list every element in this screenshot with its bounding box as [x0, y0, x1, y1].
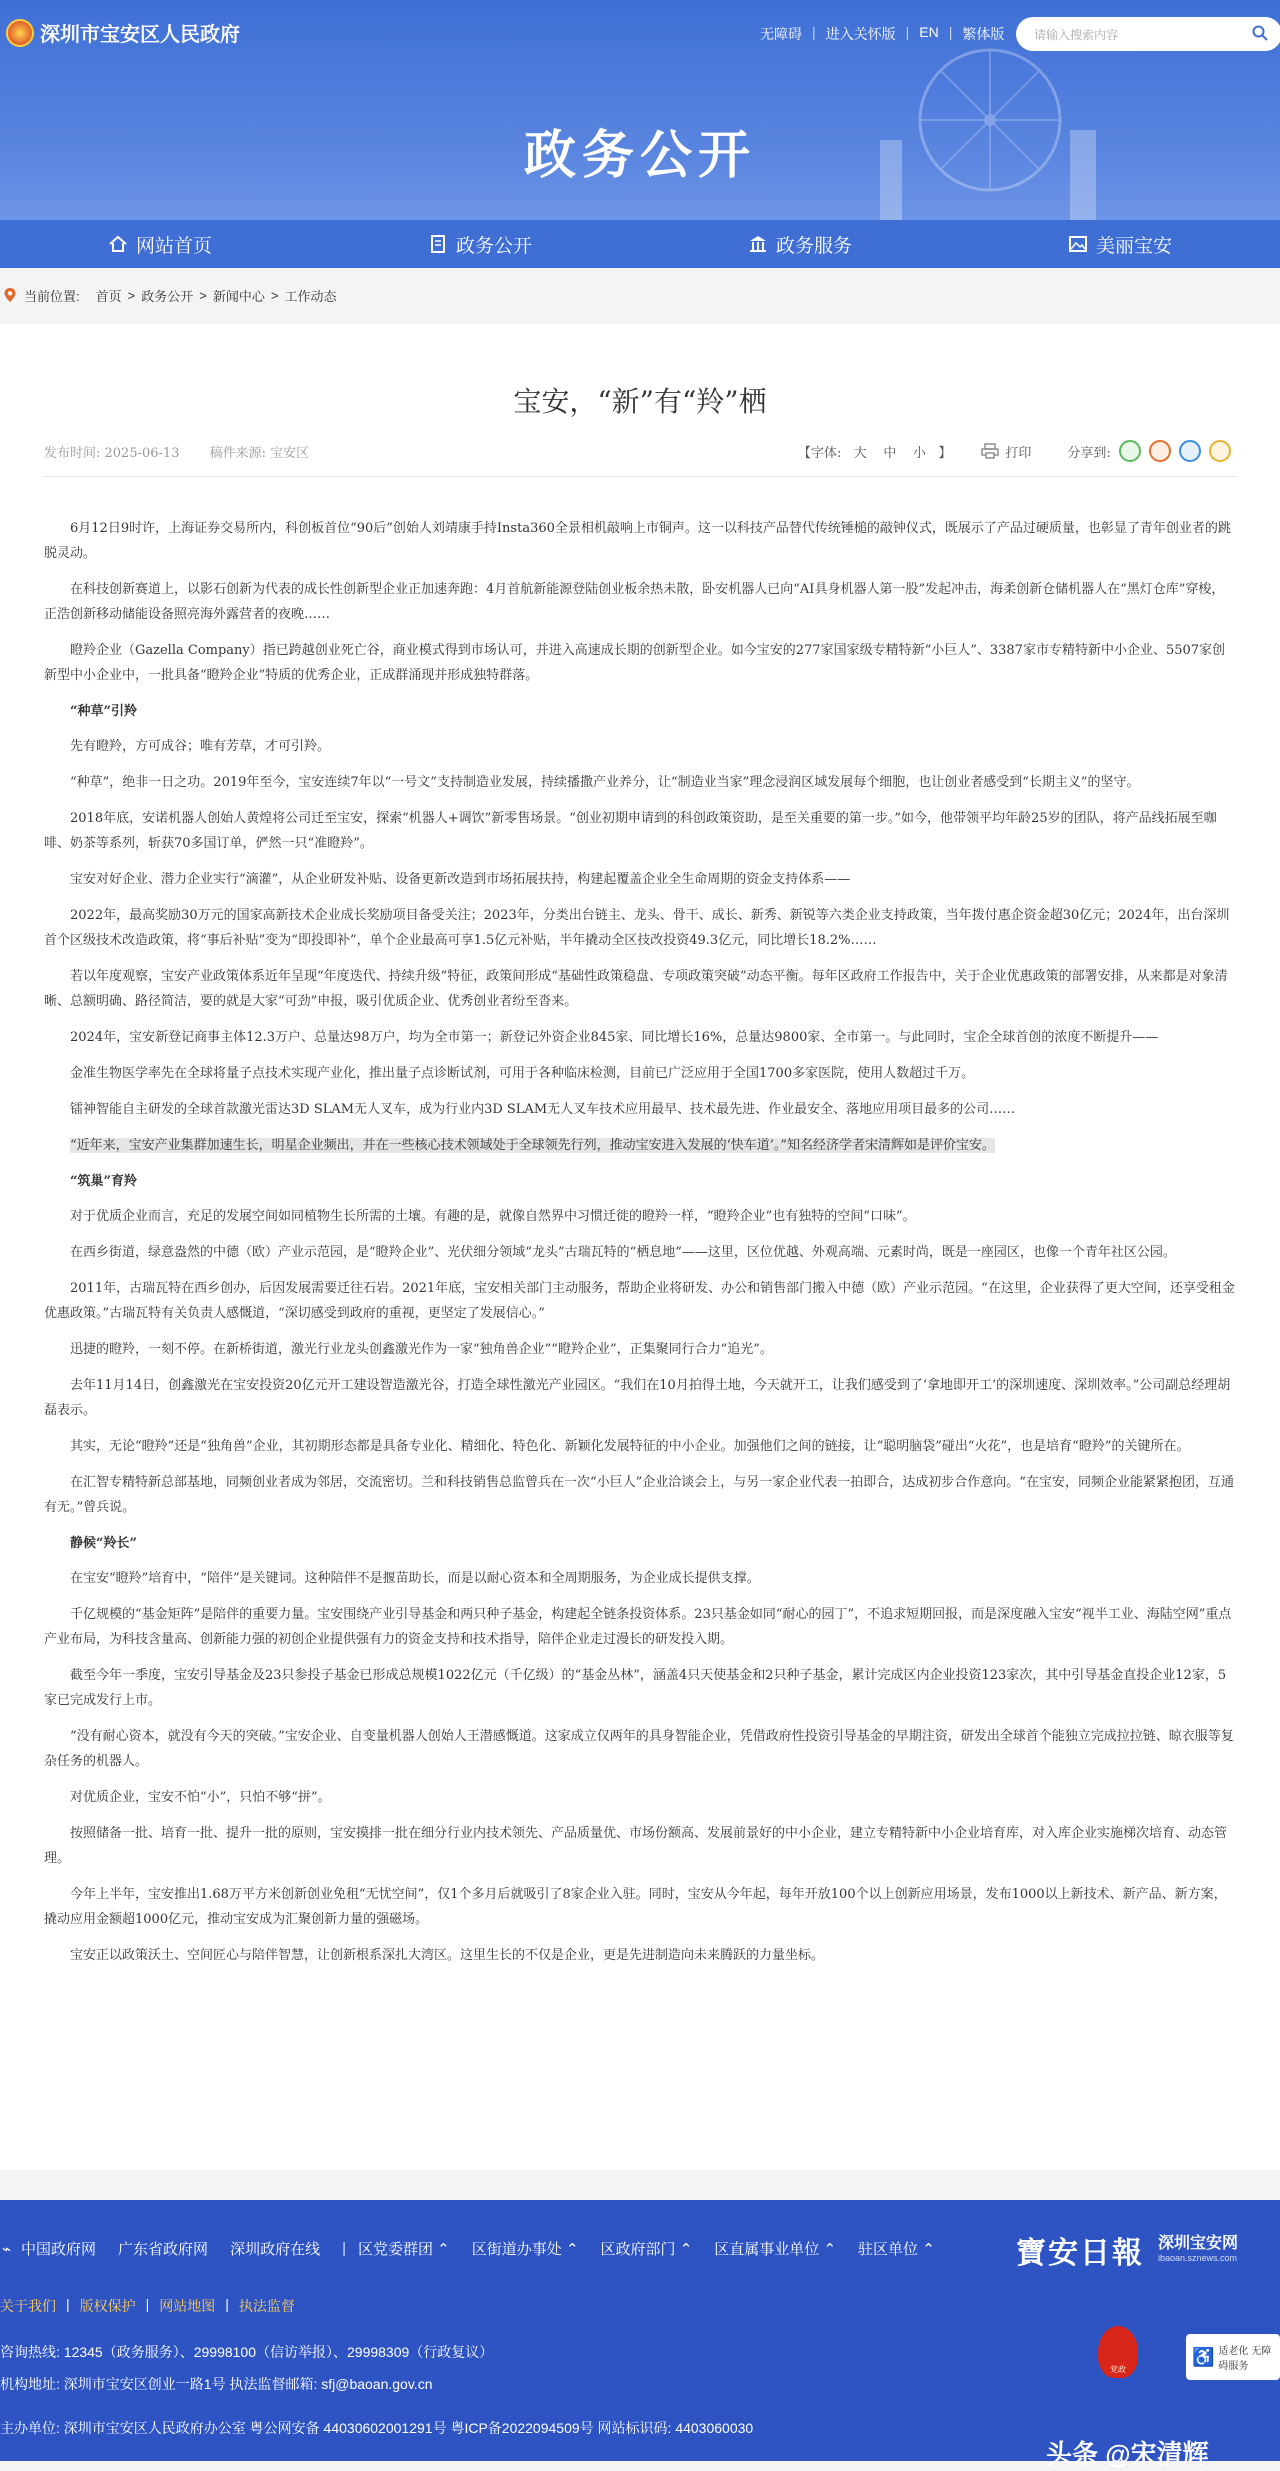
badge-label: 党政	[1110, 2365, 1126, 2374]
nav-label: 政务服务	[775, 235, 852, 257]
paragraph-text: 2011年，古瑞瓦特在西乡创办，后因发展需要迁往石岩。2021年底，宝安相关部门主动服务，帮助企业将研发、办公和销售部门搬入中德（欧）产业示范园。“在这里，企业获得了更大空间，还享受租金优惠政策。”古瑞瓦特有关负责人感慨道，“深切感受到政府的重视，更坚定了发展信心。”	[44, 1281, 1235, 1321]
highlighted-paragraph	[44, 1133, 1236, 1158]
breadcrumb-gov-affairs[interactable]: 政务公开	[141, 288, 194, 304]
paragraph-text: 宝安对好企业、潜力企业实行“滴灌”，从企业研发补贴、设备更新改造到市场拓展扶持，构建起覆盖企业全生命周期的资金支持体系——	[70, 872, 851, 887]
print-button[interactable]	[981, 442, 1031, 461]
separator: |	[905, 24, 910, 40]
article-paragraph	[44, 1943, 1236, 1968]
weibo-share-icon[interactable]	[1149, 440, 1171, 462]
paragraph-text: 截至今年一季度，宝安引导基金及23只参投子基金已形成总规模1022亿元（千亿级）的“基金丛林”，涵盖4只天使基金和2只种子基金，累计完成区内企业投资123家次，其中引导基金直投企业12家，5家已完成发行上市。	[44, 1668, 1227, 1708]
host-info: 主办单位: 深圳市宝安区人民政府办公室 粤公网安备 44030602001291号 粤ICP备2022094509号 网站标识码: 4403060030	[0, 2420, 754, 2436]
paragraph-text: 去年11月14日，创鑫激光在宝安投资20亿元开工建设智造激光谷，打造全球性激光产业园区。“我们在10月拍得土地，今天就开工，让我们感受到了‘拿地即开工’的深圳速度、深圳效率。”公司副总经理胡磊表示。	[44, 1378, 1231, 1418]
article-paragraph	[44, 1882, 1236, 1932]
article-paragraph	[44, 734, 1236, 759]
nav-label: 美丽宝安	[1095, 235, 1172, 257]
section-heading	[44, 1169, 1236, 1194]
article-paragraph	[44, 1821, 1236, 1871]
footer-link[interactable]: 深圳政府在线	[230, 2241, 321, 2258]
footer-dropdown[interactable]	[714, 2238, 836, 2259]
article-paragraph	[44, 577, 1236, 627]
separator: |	[145, 2296, 150, 2312]
sitemap-link[interactable]: 网站地图	[159, 2298, 216, 2314]
nav-item-home[interactable]	[0, 220, 320, 268]
font-size-small[interactable]: 小	[912, 445, 926, 461]
care-version-link[interactable]: 进入关怀版	[825, 26, 896, 42]
dropdown-label: 驻区单位	[858, 2241, 919, 2258]
printer-icon	[981, 443, 999, 459]
paragraph-text: 瞪羚企业（Gazella Company）指已跨越创业死亡谷，商业模式得到市场认可，并进入高速成长期的创新型企业。如今宝安的277家国家级专精特新“小巨人”、3387家市专精特新中小企业、5507家创新型中小企业中，一批具备“瞪羚企业”特质的优秀企业，正成群涌现并形成独特群落。	[44, 643, 1226, 683]
english-link[interactable]: EN	[919, 24, 939, 40]
chevron-up-icon: ⌃	[565, 2241, 579, 2258]
nav-label: 政务公开	[455, 235, 532, 257]
chevron-up-icon: ⌃	[823, 2241, 837, 2258]
font-size-medium[interactable]: 中	[883, 445, 897, 461]
wheelchair-icon: ♿	[1192, 2346, 1215, 2367]
brand-domain: ibaoan.sznews.com	[1158, 2253, 1238, 2263]
paragraph-text: 2024年，宝安新登记商事主体12.3万户、总量达98万户，均为全市第一；新登记外资企业845家、同比增长16%，总量达9800家、全市第一。与此同时，宝企全球首创的浓度不断提升——	[70, 1030, 1159, 1045]
paragraph-text: 其实，无论“瞪羚”还是“独角兽”企业，其初期形态都是具备专业化、精细化、特色化、新颖化发展特征的中小企业。加强他们之间的链接，让“聪明脑袋”碰出“火花”，也是培育“瞪羚”的关键所在。	[70, 1439, 1190, 1454]
section-heading	[44, 1531, 1236, 1556]
breadcrumb-separator: >	[270, 287, 279, 303]
accessibility-service-button[interactable]	[1186, 2334, 1280, 2380]
paragraph-text: 6月12日9时许，上海证券交易所内，科创板首位“90后”创始人刘靖康手持Insta360全景相机敲响上市铜声。这一以科技产品替代传统锤槌的敲钟仪式，既展示了产品过硬质量，也彰显了青年创业者的跳脱灵动。	[44, 521, 1231, 561]
breadcrumb	[0, 280, 336, 310]
share-bar	[1067, 440, 1230, 462]
footer-links	[0, 2238, 957, 2259]
article-meta	[44, 442, 335, 461]
paragraph-text: “筑巢”育羚	[70, 1174, 137, 1189]
paragraph-text: 迅捷的瞪羚，一刻不停。在新桥街道，激光行业龙头创鑫激光作为一家“独角兽企业”“瞪羚企业”，正集聚同行合力“追光”。	[70, 1342, 773, 1357]
footer-nav	[0, 2296, 295, 2316]
publish-time: 发布时间: 2025-06-13	[44, 446, 180, 461]
qzone-share-icon[interactable]	[1209, 440, 1231, 462]
search-icon[interactable]	[1252, 25, 1268, 41]
separator: |	[225, 2296, 229, 2312]
chevron-up-icon: ⌃	[922, 2241, 935, 2258]
paragraph-text: 对于优质企业而言，充足的发展空间如同植物生长所需的土壤。有趣的是，就像自然界中习惯迁徙的瞪羚一样，“瞪羚企业”也有独特的空间“口味”。	[70, 1209, 916, 1224]
baoan-daily-logo[interactable]: 寶安日報	[1016, 2236, 1144, 2271]
paragraph-text: 2022年，最高奖励30万元的国家高新技术企业成长奖励项目备受关注；2023年，分类出台链主、龙头、骨干、成长、新秀、新锐等六类企业支持政策，当年拨付惠企资金超30亿元；2024年，出台深圳首个区级技术改造政策，将“事后补贴”变为“即投即补”，单个企业最高可享1.5亿元补贴，半年撬动全区技改投资49.3亿元，同比增长18.2%……	[44, 908, 1230, 948]
paragraph-text: 在西乡街道，绿意盎然的中德（欧）产业示范园，是“瞪羚企业”、光伏细分领域“龙头”古瑞瓦特的“栖息地”——这里，区位优越、外观高端、元素时尚，既是一座园区，也像一个青年社区公园。	[70, 1245, 1176, 1260]
image-icon	[1068, 234, 1088, 254]
paragraph-text: 镭神智能自主研发的全球首款激光雷达3D SLAM无人叉车，成为行业内3D SLAM无人叉车技术应用最早、技术最先进、作业最安全、落地应用项目最多的公司……	[70, 1102, 1016, 1117]
article-paragraph	[44, 1025, 1236, 1050]
footer-dropdown[interactable]	[601, 2238, 693, 2259]
font-size-control	[798, 442, 951, 461]
font-size-large[interactable]: 大	[853, 445, 867, 461]
footer-link[interactable]: 中国政府网	[21, 2241, 97, 2258]
law-supervision-link[interactable]: 执法监督	[238, 2298, 295, 2314]
building-icon	[748, 234, 768, 254]
accessibility-label: 适老化 无障碍服务	[1218, 2346, 1272, 2372]
article-paragraph	[44, 1204, 1236, 1229]
article-paragraph	[44, 1785, 1236, 1810]
dropdown-label: 区街道办事处	[471, 2241, 562, 2258]
article-card	[0, 324, 1280, 2170]
article-paragraph	[44, 964, 1236, 1014]
paragraph-text: 若以年度观察，宝安产业政策体系近年呈现“年度迭代、持续升级”特征，政策间形成“基础性政策稳盘、专项政策突破”动态平衡。每年区政府工作报告中，关于企业优惠政策的部署安排，从来都是对象清晰、总额明确、路径简洁，要的就是大家“可劲”申报，吸引优质企业、优秀创业者纷至沓来。	[44, 969, 1228, 1009]
article-paragraph	[44, 1470, 1236, 1520]
paragraph-text: 按照储备一批、培育一批、提升一批的原则，宝安摸排一批在细分行业内技术领先、产品质量优、市场份额高、发展前景好的中小企业，建立专精特新中小企业培育库，对入库企业实施梯次培育、动态管理。	[44, 1826, 1228, 1866]
print-label: 打印	[1005, 445, 1032, 461]
breadcrumb-work-news[interactable]: 工作动态	[284, 288, 337, 304]
dropdown-label: 区政府部门	[600, 2241, 676, 2258]
article-paragraph	[44, 867, 1236, 892]
font-size-label: 【字体:	[798, 445, 842, 461]
toutiao-watermark: 头条 @宋清辉	[1046, 2439, 1209, 2469]
about-link[interactable]: 关于我们	[0, 2298, 56, 2314]
paragraph-text: 在汇智专精特新总部基地，同频创业者成为邻居，交流密切。兰和科技销售总监曾兵在一次“小巨人”企业洽谈会上，与另一家企业代表一拍即合，达成初步合作意向。“在宝安，同频企业能紧紧抱团，互通有无。”曾兵说。	[44, 1475, 1234, 1515]
article-paragraph	[44, 770, 1236, 795]
paragraph-text: 在科技创新赛道上，以影石创新为代表的成长性创新型企业正加速奔跑：4月首航新能源登陆创业板余热未散，卧安机器人已向“AI具身机器人第一股”发起冲击，海柔创新仓储机器人在“黑灯仓库”穿梭，正浩创新移动储能设备照亮海外露营者的夜晚……	[44, 582, 1225, 622]
site-name: 深圳市宝安区人民政府	[40, 24, 240, 46]
main-nav	[0, 220, 1280, 268]
brand-name: 深圳宝安网	[1158, 2235, 1239, 2252]
breadcrumb-separator: >	[127, 287, 136, 303]
article-divider	[44, 476, 1236, 477]
footer-dropdown[interactable]	[472, 2238, 579, 2259]
article-paragraph	[44, 1061, 1236, 1086]
font-size-close: 】	[938, 445, 952, 461]
footer-dropdown[interactable]	[358, 2238, 450, 2259]
chevron-up-icon: ⌃	[679, 2241, 693, 2258]
separator: |	[342, 2240, 346, 2257]
article-paragraph	[44, 1434, 1236, 1459]
article-paragraph	[44, 1602, 1236, 1652]
paragraph-text: 在宝安“瞪羚”培育中，“陪伴”是关键词。这种陪伴不是揠苗助长，而是以耐心资本和全周期服务，为企业成长提供支撑。	[70, 1571, 760, 1586]
address-info: 机构地址: 深圳市宝安区创业一路1号 执法监督邮箱: sfj@baoan.gov.cn	[0, 2376, 433, 2392]
chevron-up-icon: ⌃	[437, 2241, 450, 2258]
document-icon	[428, 234, 448, 254]
wechat-share-icon[interactable]	[1119, 440, 1141, 462]
article-paragraph	[44, 1097, 1236, 1122]
paragraph-text: 金准生物医学率先在全球将量子点技术实现产业化，推出量子点诊断试剂，可用于各种临床检测，目前已广泛应用于全国1700多家医院，使用人数超过千万。	[70, 1066, 975, 1081]
dropdown-label: 区直属事业单位	[714, 2241, 820, 2258]
article-paragraph	[44, 1337, 1236, 1362]
qq-share-icon[interactable]	[1179, 440, 1201, 462]
article-body	[44, 516, 1236, 1979]
paragraph-text: “种草”，绝非一日之功。2019年至今，宝安连续7年以“一号文”支持制造业发展，持续播撒产业养分，让“制造业当家”理念浸润区域发展每个细胞，也让创业者感受到“长期主义”的坚守。	[70, 775, 1140, 790]
section-title: 政务公开	[523, 126, 756, 186]
search-placeholder: 请输入搜索内容	[1034, 27, 1119, 42]
article-paragraph	[44, 1276, 1236, 1326]
footer-dropdown[interactable]	[858, 2238, 935, 2259]
separator: |	[948, 24, 953, 40]
article-paragraph	[44, 1373, 1236, 1423]
breadcrumb-news-center[interactable]: 新闻中心	[212, 288, 265, 304]
header-banner	[0, 0, 1280, 220]
shenzhen-baoan-net-logo[interactable]	[1158, 2230, 1238, 2263]
breadcrumb-home[interactable]: 首页	[95, 288, 122, 304]
site-logo[interactable]	[6, 18, 240, 47]
home-icon	[108, 234, 128, 254]
top-links	[760, 24, 1004, 44]
article-paragraph	[44, 1240, 1236, 1265]
article-paragraph	[44, 1724, 1236, 1774]
article-paragraph	[44, 638, 1236, 688]
nav-item-gov-affairs[interactable]	[320, 220, 640, 268]
paragraph-text: 宝安正以政策沃土、空间匠心与陪伴智慧，让创新根系深扎大湾区。这里生长的不仅是企业，更是先进制造向未来腾跃的力量坐标。	[70, 1948, 825, 1963]
copyright-link[interactable]: 版权保护	[79, 2298, 136, 2314]
breadcrumb-prefix: 当前位置:	[24, 288, 80, 304]
site-footer	[0, 2200, 1280, 2469]
paragraph-text: 千亿规模的“基金矩阵”是陪伴的重要力量。宝安围绕产业引导基金和两只种子基金，构建起全链条投资体系。23只基金如同“耐心的园丁”，不追求短期回报，而是深度融入宝安“视半工业、海陆空网”重点产业布局，为科技含量高、创新能力强的初创企业提供强有力的资金支持和技术指导，陪伴企业走过漫长的研发投入期。	[44, 1607, 1232, 1647]
separator: |	[66, 2296, 70, 2312]
search-input[interactable]	[1016, 17, 1280, 51]
location-pin-icon	[2, 287, 18, 303]
nav-item-beautiful-baoan[interactable]	[960, 220, 1280, 268]
accessibility-link[interactable]: 无障碍	[760, 26, 802, 42]
paragraph-text: 2018年底，安诺机器人创始人黄煌将公司迁至宝安，探索“机器人+调饮”新零售场景。“创业初期申请到的科创政策资助，是至关重要的第一步。”如今，他带领平均年龄25岁的团队，将产品线拓展至咖啡、奶茶等系列，斩获70多国订单，俨然一只“准瞪羚”。	[44, 811, 1217, 851]
link-icon: ⌁	[2, 2240, 12, 2258]
section-heading	[44, 699, 1236, 724]
footer-link[interactable]: 广东省政府网	[118, 2241, 209, 2258]
breadcrumb-separator: >	[199, 287, 207, 303]
article-tools	[798, 440, 1231, 462]
paragraph-text: “种草”引羚	[70, 704, 137, 719]
separator: |	[812, 24, 816, 40]
dropdown-label: 区党委群团	[357, 2241, 433, 2258]
article-source: 稿件来源: 宝安区	[209, 446, 310, 461]
article-paragraph	[44, 1566, 1236, 1591]
paragraph-text: 对优质企业，宝安不怕“小”，只怕不够“拼”。	[70, 1790, 331, 1805]
traditional-chinese-link[interactable]: 繁体版	[962, 26, 1005, 42]
paragraph-text: 先有瞪羚，方可成谷；唯有芳草，才可引羚。	[70, 739, 331, 754]
paragraph-text: “没有耐心资本，就没有今天的突破。”宝安企业、自变量机器人创始人王潜感慨道。这家成立仅两年的具身智能企业，凭借政府性投资引导基金的早期注资，研发出全球首个能独立完成拉拉链、晾衣服等复杂任务的机器人。	[44, 1729, 1234, 1769]
article-paragraph	[44, 903, 1236, 953]
hotline-info: 咨询热线: 12345（政务服务）、29998100（信访举报）、29998309（行政复议）	[0, 2344, 494, 2360]
party-government-badge[interactable]	[1098, 2326, 1138, 2378]
article-paragraph	[44, 806, 1236, 856]
article-title: 宝安，“新”有“羚”栖	[513, 385, 767, 418]
paragraph-text: 静候“羚长”	[70, 1536, 137, 1551]
nav-item-gov-services[interactable]	[640, 220, 960, 268]
paragraph-text: “近年来，宝安产业集群加速生长，明星企业频出，并在一些核心技术领域处于全球领先行列，推动宝安进入发展的‘快车道’。”知名经济学者宋清辉如是评价宝安。	[70, 1138, 996, 1153]
article-paragraph	[44, 1663, 1236, 1713]
nav-label: 网站首页	[135, 235, 212, 257]
article-paragraph	[44, 516, 1236, 566]
paragraph-text: 今年上半年，宝安推出1.68万平方米创新创业免租“无忧空间”，仅1个多月后就吸引了8家企业入驻。同时，宝安从今年起，每年开放100个以上创新应用场景，发布1000以上新技术、新产品、新方案，撬动应用金额超1000亿元，推动宝安成为汇聚创新力量的强磁场。	[44, 1887, 1227, 1927]
national-emblem-icon	[6, 19, 34, 47]
share-label: 分享到:	[1067, 445, 1111, 461]
